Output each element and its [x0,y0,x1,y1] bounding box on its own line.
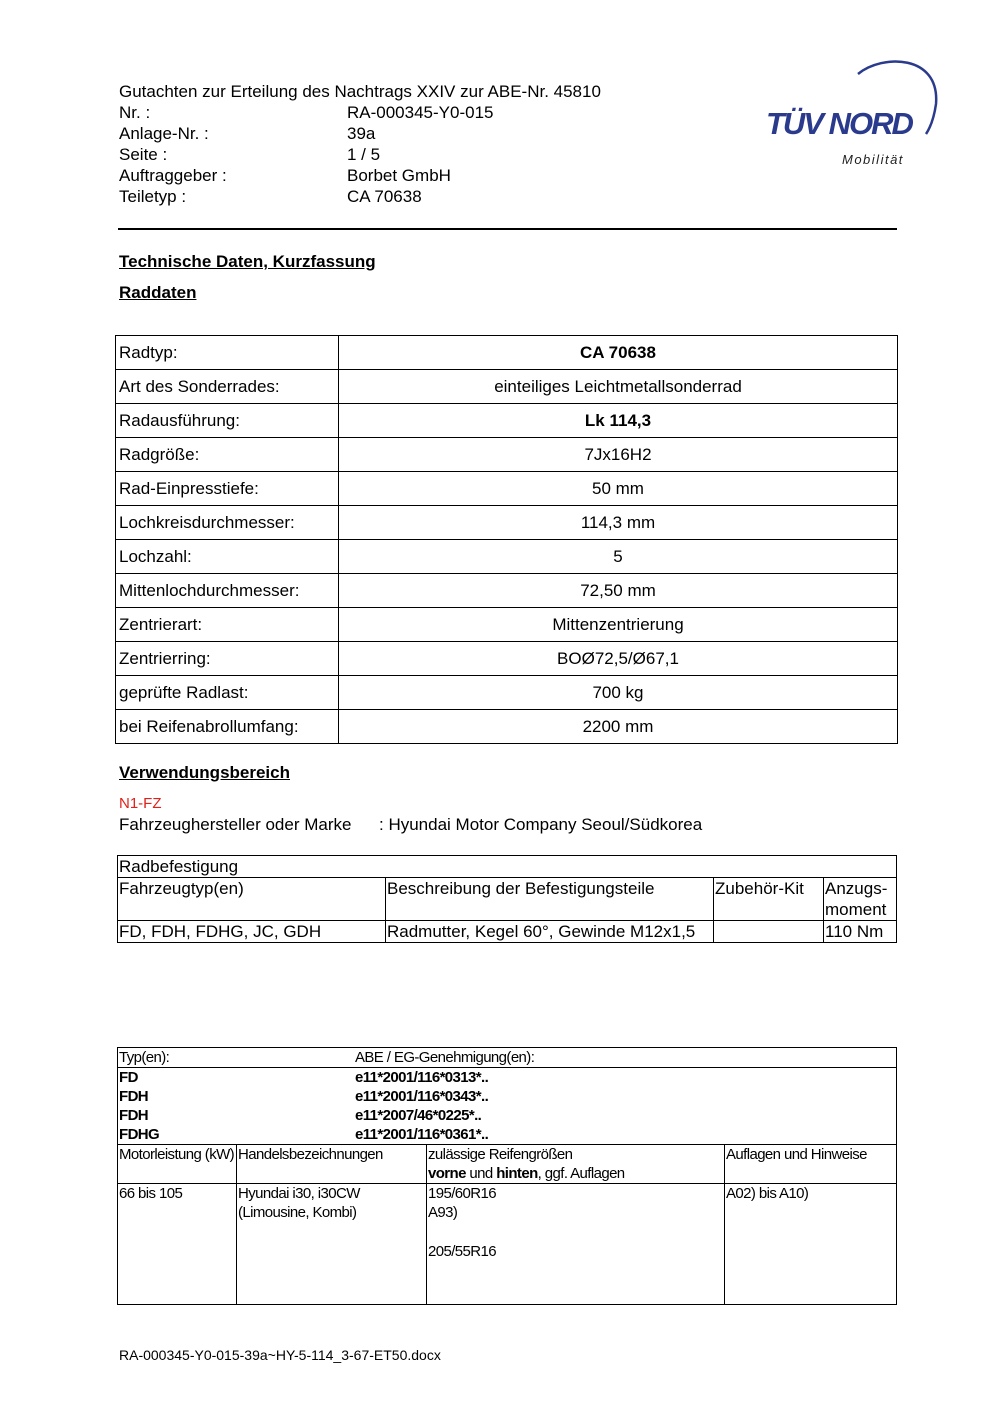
manufacturer-label: Fahrzeughersteller oder Marke [119,815,352,834]
table-row [118,856,897,878]
table-row: Rad-Einpresstiefe: 50 mm [116,472,898,506]
types-head-row: Typ(en): ABE / EG-Genehmigung(en): [118,1048,897,1068]
table-row: Mittenlochdurchmesser: 72,50 mm [116,574,898,608]
fixing-table [117,855,897,943]
list-item: FDHG e11*2001/116*0361*.. [119,1126,489,1143]
table-row: Radgröße: 7Jx16H2 [116,438,898,472]
table-row: Radausführung: Lk 114,3 [116,404,898,438]
table-row: Lochzahl: 5 [116,540,898,574]
table-row: Radtyp: CA 70638 [116,336,898,370]
logo-sub: Mobilität [842,152,904,167]
table-row: geprüfte Radlast: 700 kg [116,676,898,710]
table-row: 66 bis 105 Hyundai i30, i30CW (Limousine, Kombi) 195/60R16 A93) 205/55R16 A02) bis A10) [118,1184,897,1305]
table-row: Zentrierring: BOØ72,5/Ø67,1 [116,642,898,676]
table-row: Zentrierart: Mittenzentrierung [116,608,898,642]
section-tech-title: Technische Daten, Kurzfassung [119,252,376,271]
tuv-nord-logo [762,56,942,174]
table-row: Art des Sonderrades: einteiliges Leichtmetallsonderrad [116,370,898,404]
section-raddaten-title: Raddaten [119,283,197,302]
vehicle-category: N1-FZ [119,795,162,812]
table-header-row: Fahrzeugtyp(en) Beschreibung der Befestigungsteile Zubehör-Kit Anzugs-moment [118,878,897,921]
section-verwendung-title: Verwendungsbereich [119,763,290,782]
table-row: Lochkreisdurchmesser: 114,3 mm [116,506,898,540]
wheel-data-table [115,335,898,744]
types-entries-row [118,1068,897,1145]
table-row: FD, FDH, FDHG, JC, GDH Radmutter, Kegel 60°, Gewinde M12x1,5 110 Nm [118,921,897,943]
logo-brand: TÜV NORD [766,106,912,141]
header-divider [118,228,897,230]
list-item: FDH e11*2001/116*0343*.. [119,1088,489,1105]
list-item: FDH e11*2007/46*0225*.. [119,1107,482,1124]
footer-filename: RA-000345-Y0-015-39a~HY-5-114_3-67-ET50.docx [119,1347,441,1363]
fixing-title: Radbefestigung [118,856,897,878]
list-item: FD e11*2001/116*0313*.. [119,1069,489,1086]
manufacturer-value: : Hyundai Motor Company Seoul/Südkorea [379,815,703,834]
table-header-row: Motorleistung (kW) Handelsbezeichnungen zulässige Reifengrößen vorne und hinten, ggf. Auflagen Auflagen und Hinweise [118,1145,897,1184]
types-table [117,1047,897,1305]
table-row: bei Reifenabrollumfang: 2200 mm [116,710,898,744]
